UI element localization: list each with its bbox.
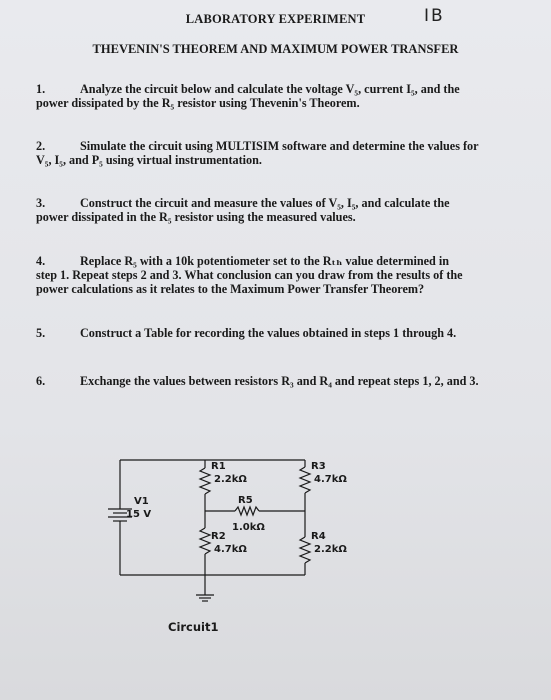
document-subtitle: THEVENIN'S THEOREM AND MAXIMUM POWER TRANSFER [92,42,459,56]
r4-ref-label: R4 [311,531,326,542]
step-number: 1. [36,82,46,96]
step-number: 3. [36,196,46,210]
r3-ref-label: R3 [311,461,326,472]
step-text-line: step 1. Repeat steps 2 and 3. What conclusion can you draw from the results of the [36,268,463,282]
step-3 [36,196,506,224]
r2-ref-label: R2 [211,531,226,542]
step-text-line: Analyze the circuit below and calculate the voltage V₅, current I₅, and the [80,82,460,96]
step-text-line: Construct the circuit and measure the values of V₅, I₅, and calculate the [80,196,450,210]
resistor-r1-symbol [200,468,210,494]
step-number: 2. [36,139,46,153]
step-text-line: Exchange the values between resistors R₃ and R₄ and repeat steps 1, 2, and 3. [80,374,479,388]
r1-ref-label: R1 [211,461,226,472]
r5-ref-label: R5 [238,495,253,506]
step-4 [36,254,506,296]
step-text-line: power dissipated by the R₅ resistor using Thevenin's Theorem. [36,96,360,110]
r2-value-label: 4.7kΩ [214,544,247,555]
step-number: 6. [36,374,46,388]
step-1 [36,82,506,110]
step-text-line: V₅, I₅, and P₅ using virtual instrumentation. [36,153,262,167]
r5-value-label: 1.0kΩ [232,522,265,533]
step-text-line: Replace R₅ with a 10k potentiometer set to the Rₜₕ value determined in [80,254,450,268]
v1-ref-label: V1 [134,496,149,507]
resistor-r2-symbol [200,528,210,554]
document-title: LABORATORY EXPERIMENT [185,12,366,26]
step-text-line: Construct a Table for recording the values obtained in steps 1 through 4. [80,326,457,340]
step-text-line: power calculations as it relates to the Maximum Power Transfer Theorem? [36,282,425,296]
step-6 [36,374,506,388]
resistor-r3-symbol [300,467,310,493]
v1-value-label: 15 V [126,509,152,520]
resistor-r5-symbol [235,507,259,515]
circuit-schematic [100,455,360,630]
step-5 [36,326,506,340]
resistor-r4-symbol [300,537,310,563]
r3-value-label: 4.7kΩ [314,474,347,485]
circuit-name-label: Circuit1 [168,620,219,634]
step-text-line: Simulate the circuit using MULTISIM software and determine the values for [80,139,479,153]
circuit-diagram [100,455,360,630]
handwritten-note: IB [424,6,445,26]
step-number: 5. [36,326,46,340]
step-2 [36,139,506,167]
step-text-line: power dissipated in the R₅ resistor using the measured values. [36,210,356,224]
r4-value-label: 2.2kΩ [314,544,347,555]
step-number: 4. [36,254,46,268]
r1-value-label: 2.2kΩ [214,474,247,485]
ground-icon [196,575,214,601]
